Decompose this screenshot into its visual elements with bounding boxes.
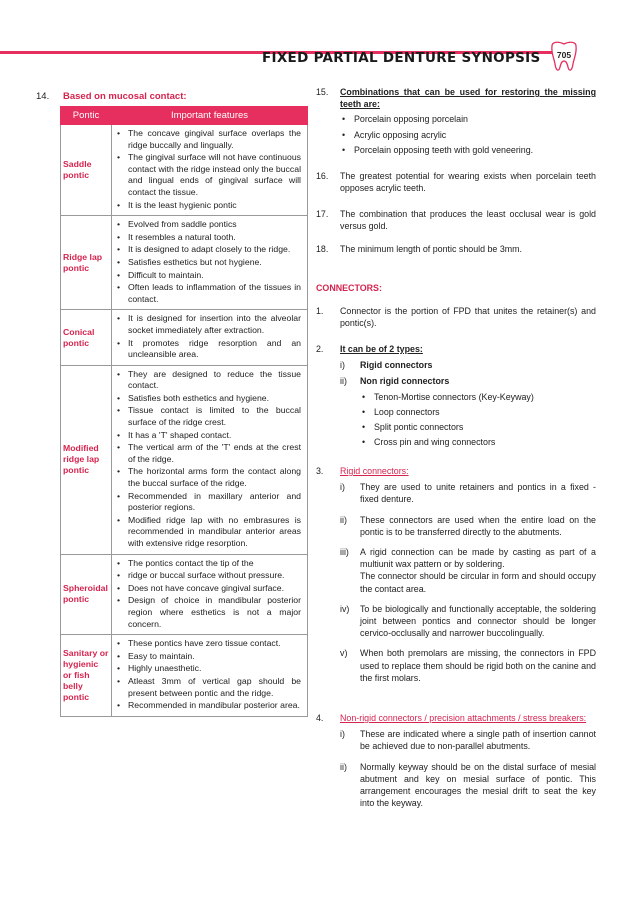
feature-item: • Satisfies esthetics but not hygiene. (116, 257, 301, 269)
connector-item-4 (316, 712, 596, 809)
feature-item: • The horizontal arms form the contact along the buccal surface of the ridge. (116, 466, 301, 489)
feature-item: • Tissue contact is limited to the buccal surface of the ridge crest. (116, 405, 301, 428)
page-title: FIXED PARTIAL DENTURE SYNOPSIS (262, 50, 541, 66)
list-item: • Porcelain opposing porcelain (340, 113, 596, 125)
feature-item: • It is designed to adapt closely to the ridge. (116, 244, 301, 256)
item-title: Combinations that can be used for restoring the missing teeth are: (340, 87, 596, 110)
sub-number: i) (340, 729, 345, 740)
feature-item: • Recommended in maxillary anterior and posterior regions. (116, 491, 301, 514)
page-number: 705 (556, 50, 572, 60)
sub-item (340, 514, 596, 538)
sub-number: i) (340, 482, 345, 493)
feature-item: • The concave gingival surface overlaps the ridge buccally and lingually. (116, 128, 301, 151)
sub-text-continued: The connector should be circular in form and should occupy the contact area. (360, 571, 596, 594)
connectors-heading: CONNECTORS: (316, 283, 382, 293)
item-number: 2. (316, 344, 324, 354)
sub-number: iv) (340, 603, 350, 614)
table-header-row (61, 107, 308, 125)
list-item: • Tenon-Mortise connectors (Key-Keyway) (360, 391, 596, 403)
sub-text: A rigid connection can be made by casting as part of a multiunit wax pattern or by soldering. (360, 547, 596, 570)
pontic-table (60, 106, 308, 717)
feature-item: • It promotes ridge resorption and an uncleansible area. (116, 338, 301, 361)
item-text: The combination that produces the least occlusal wear is gold versus gold. (340, 209, 596, 232)
features-cell (112, 635, 308, 717)
item-17 (316, 208, 596, 232)
feature-item: • Highly unaesthetic. (116, 663, 301, 675)
list-item: • Porcelain opposing teeth with gold veneering. (340, 144, 596, 156)
feature-item: • The vertical arm of the 'T' ends at the crest of the ridge. (116, 442, 301, 465)
feature-item: • Difficult to maintain. (116, 270, 301, 282)
sub-text: When both premolars are missing, the connectors in FPD used to replace them should be rigid both on the canine and the first molars. (360, 648, 596, 683)
feature-item: • Modified ridge lap with no embrasures is recommended in mandibular anterior areas with extensive ridge resorption. (116, 515, 301, 550)
table-row (61, 554, 308, 635)
sub-item (340, 359, 596, 371)
list-item: • Acrylic opposing acrylic (340, 129, 596, 141)
feature-item: • Easy to maintain. (116, 651, 301, 663)
item-number: 16. (316, 171, 329, 181)
connector-item-2 (316, 343, 596, 451)
sub-number: i) (340, 360, 345, 371)
feature-item: • These pontics have zero tissue contact. (116, 638, 301, 650)
features-cell (112, 365, 308, 554)
item-title: Rigid connectors: (340, 466, 409, 476)
feature-item: • They are designed to reduce the tissue contact. (116, 369, 301, 392)
table-row (61, 216, 308, 310)
feature-item: • It is the least hygienic pontic (116, 200, 301, 212)
item-16 (316, 170, 596, 194)
sub-text: These are indicated where a single path of insertion cannot be achieved due to non-parallel abutments. (360, 729, 596, 752)
sub-label: Rigid connectors (360, 360, 433, 371)
sub-item (340, 761, 596, 810)
sub-item (340, 603, 596, 640)
features-cell (112, 216, 308, 310)
item-text: The greatest potential for wearing exists when porcelain teeth opposes acrylic teeth. (340, 171, 596, 194)
feature-item: • Recommended in mandibular posterior area. (116, 700, 301, 712)
item-number: 4. (316, 713, 324, 723)
feature-item: • Often leads to inflammation of the tissues in contact. (116, 282, 301, 305)
table-row (61, 125, 308, 216)
sub-number: iii) (340, 547, 349, 558)
pontic-type: Spheroidal pontic (61, 554, 112, 635)
feature-item: • It has a 'T' shaped contact. (116, 430, 301, 442)
sub-number: v) (340, 648, 348, 659)
sub-label: Non rigid connectors (360, 376, 450, 387)
list-item: • Split pontic connectors (360, 421, 596, 433)
feature-item: • Satisfies both esthetics and hygiene. (116, 393, 301, 405)
features-cell (112, 554, 308, 635)
item-title: It can be of 2 types: (340, 344, 423, 354)
sub-item (340, 375, 596, 387)
pontic-type: Sanitary or hygienic or fish belly pontic (61, 635, 112, 717)
feature-item: • ridge or buccal surface without pressure. (116, 570, 301, 582)
feature-item: • Atleast 3mm of vertical gap should be present between pontic and the ridge. (116, 676, 301, 699)
sub-number: ii) (340, 761, 347, 772)
feature-item: • The gingival surface will not have continuous contact with the ridge instead only the buccal and lingual ends of gingival surface will contact the tissue. (116, 152, 301, 198)
pontic-type: Saddle pontic (61, 125, 112, 216)
sub-text: Normally keyway should be on the distal surface of mesial abutment and key on mesial surface of pontic. This arrangement encourages the mesial drift to seat the key into the keyway. (360, 761, 596, 809)
item-title: Non-rigid connectors / precision attachments / stress breakers: (340, 713, 587, 723)
feature-item: • It is designed for insertion into the alveolar socket immediately after extraction. (116, 313, 301, 336)
sub-number: ii) (340, 514, 347, 525)
item-number: 1. (316, 306, 324, 316)
section-title: Based on mucosal contact: (63, 91, 187, 102)
item-18 (316, 243, 596, 255)
features-cell (112, 125, 308, 216)
table-row (61, 310, 308, 365)
sub-text: To be biologically and functionally acceptable, the soldering joint between pontics and connector should be longer cervico-occlusally and narrower buccolingually. (360, 603, 596, 639)
feature-item: • It resembles a natural tooth. (116, 232, 301, 244)
item-15 (316, 86, 596, 159)
item-text: Connector is the portion of FPD that unites the retainer(s) and pontic(s). (340, 306, 596, 329)
sub-item (340, 481, 596, 505)
sub-item (340, 647, 596, 684)
item-number: 17. (316, 209, 329, 219)
feature-item: • Does not have concave gingival surface. (116, 583, 301, 595)
sub-number: ii) (340, 376, 347, 387)
connector-item-1 (316, 305, 596, 329)
sub-text: They are used to unite retainers and pontics in a fixed - fixed denture. (360, 482, 596, 505)
section-number: 14. (36, 91, 50, 102)
sub-item (340, 728, 596, 752)
table-row (61, 635, 308, 717)
table-row (61, 365, 308, 554)
item-number: 18. (316, 244, 329, 254)
pontic-type: Conical pontic (61, 310, 112, 365)
item-number: 3. (316, 466, 324, 476)
connector-item-3 (316, 465, 596, 684)
pontic-type: Ridge lap pontic (61, 216, 112, 310)
column-header-features: Important features (112, 107, 308, 125)
feature-item: • Evolved from saddle pontics (116, 219, 301, 231)
pontic-type: Modified ridge lap pontic (61, 365, 112, 554)
features-cell (112, 310, 308, 365)
sub-text: These connectors are used when the entire load on the pontic is to be transferred directly to the abutments. (360, 514, 596, 537)
item-number: 15. (316, 87, 329, 97)
list-item: • Cross pin and wing connectors (360, 436, 596, 448)
item-text: The minimum length of pontic should be 3mm. (340, 244, 523, 254)
sub-item (340, 546, 596, 595)
column-header-pontic: Pontic (61, 107, 112, 125)
feature-item: • Design of choice in mandibular posterior region where esthetics is not a major concern. (116, 595, 301, 630)
list-item: • Loop connectors (360, 406, 596, 418)
feature-item: • The pontics contact the tip of the (116, 558, 301, 570)
